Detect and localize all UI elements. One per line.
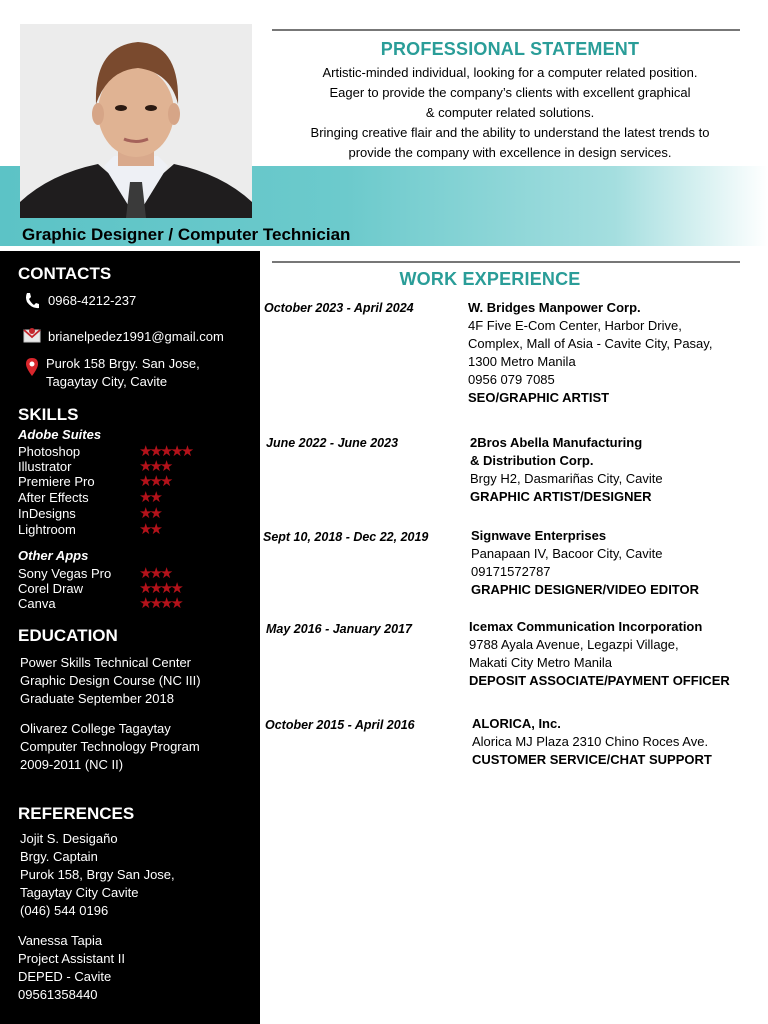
skill-row xyxy=(18,459,248,475)
work-detail: 0956 079 7085 xyxy=(468,372,555,387)
skill-name: Canva xyxy=(18,596,56,611)
work-company: W. Bridges Manpower Corp. xyxy=(468,300,641,315)
skill-row xyxy=(18,474,248,490)
work-detail: Brgy H2, Dasmariñas City, Cavite xyxy=(470,471,663,486)
work-detail: Complex, Mall of Asia - Cavite City, Pasay, xyxy=(468,336,713,351)
skill-name: Sony Vegas Pro xyxy=(18,566,112,581)
reference-line: Tagaytay City Cavite xyxy=(20,885,139,900)
star-rating-icon: ★★★ xyxy=(139,458,171,475)
skill-row xyxy=(18,444,248,460)
education-entry xyxy=(20,720,200,774)
reference-entry xyxy=(20,830,175,920)
education-line: Olivarez College Tagaytay xyxy=(20,721,171,736)
professional-statement xyxy=(272,63,748,163)
star-rating-icon: ★★ xyxy=(139,505,160,522)
contact-phone[interactable]: 0968-4212-237 xyxy=(48,293,137,308)
star-rating-icon: ★★ xyxy=(139,521,160,538)
work-date: October 2015 - April 2016 xyxy=(265,718,415,732)
address-line: Tagaytay City, Cavite xyxy=(46,374,168,389)
phone-icon xyxy=(24,292,40,310)
reference-line: Vanessa Tapia xyxy=(18,933,103,948)
address-line: Purok 158 Brgy. San Jose, xyxy=(46,356,200,371)
statement-line: provide the company with excellence in design services. xyxy=(348,145,672,160)
work-role: SEO/GRAPHIC ARTIST xyxy=(468,390,610,405)
location-pin-icon xyxy=(25,357,39,377)
skill-row xyxy=(18,490,248,506)
contact-email[interactable]: brianelpedez1991@gmail.com xyxy=(48,329,224,344)
skill-name: Photoshop xyxy=(18,444,81,459)
star-rating-icon: ★★★★ xyxy=(139,580,181,597)
reference-line: DEPED - Cavite xyxy=(18,969,112,984)
statement-line: Bringing creative flair and the ability to understand the latest trends to xyxy=(310,125,710,140)
work-detail: 4F Five E-Com Center, Harbor Drive, xyxy=(468,318,682,333)
work-company: Signwave Enterprises xyxy=(471,528,607,543)
skill-name: Lightroom xyxy=(18,522,76,537)
reference-line: Jojit S. Desigaño xyxy=(20,831,118,846)
work-detail: 9788 Ayala Avenue, Legazpi Village, xyxy=(469,637,679,652)
star-rating-icon: ★★ xyxy=(139,489,160,506)
skill-name: After Effects xyxy=(18,490,89,505)
work-entry xyxy=(468,299,712,407)
education-heading: EDUCATION xyxy=(18,626,118,645)
person-portrait-icon xyxy=(20,24,252,218)
star-rating-icon: ★★★ xyxy=(139,565,171,582)
education-line: Graduate September 2018 xyxy=(20,691,174,706)
profile-photo xyxy=(20,24,252,218)
education-entry xyxy=(20,654,201,708)
work-company: Icemax Communication Incorporation xyxy=(469,619,703,634)
skill-group-title: Adobe Suites xyxy=(18,427,102,442)
contacts-heading: CONTACTS xyxy=(18,264,112,283)
statement-line: & computer related solutions. xyxy=(425,105,595,120)
education-line: 2009-2011 (NC II) xyxy=(20,757,124,772)
statement-heading: PROFESSIONAL STATEMENT xyxy=(380,39,640,59)
skill-name: Corel Draw xyxy=(18,581,84,596)
reference-line: Project Assistant II xyxy=(18,951,125,966)
work-company: ALORICA, Inc. xyxy=(472,716,561,731)
education-line: Graphic Design Course (NC III) xyxy=(20,673,201,688)
star-rating-icon: ★★★★★ xyxy=(139,443,192,460)
reference-line: Purok 158, Brgy San Jose, xyxy=(20,867,175,882)
reference-entry xyxy=(18,932,125,1004)
top-divider xyxy=(272,29,740,31)
email-icon xyxy=(23,327,41,343)
work-detail: Alorica MJ Plaza 2310 Chino Roces Ave. xyxy=(472,734,709,749)
contact-address xyxy=(46,355,200,391)
work-company: & Distribution Corp. xyxy=(470,453,594,468)
skill-row xyxy=(18,522,248,538)
work-entry xyxy=(471,527,699,599)
work-date: June 2022 - June 2023 xyxy=(266,436,399,450)
work-role: GRAPHIC DESIGNER/VIDEO EDITOR xyxy=(471,582,700,597)
skill-group-title: Other Apps xyxy=(18,548,89,563)
work-date: May 2016 - January 2017 xyxy=(266,622,412,636)
work-date: Sept 10, 2018 - Dec 22, 2019 xyxy=(263,530,429,544)
work-role: GRAPHIC ARTIST/DESIGNER xyxy=(470,489,652,504)
work-detail: Makati City Metro Manila xyxy=(469,655,613,670)
skill-name: Illustrator xyxy=(18,459,72,474)
star-rating-icon: ★★★★ xyxy=(139,595,181,612)
job-title: Graphic Designer / Computer Technician xyxy=(22,225,351,244)
statement-line: Eager to provide the company’s clients with excellent graphical xyxy=(329,85,691,100)
work-detail: 1300 Metro Manila xyxy=(468,354,576,369)
work-detail: 09171572787 xyxy=(471,564,551,579)
reference-line: (046) 544 0196 xyxy=(20,903,109,918)
reference-line: 09561358440 xyxy=(18,987,98,1002)
skill-row xyxy=(18,506,248,522)
skill-row xyxy=(18,566,248,582)
skills-heading: SKILLS xyxy=(18,405,79,424)
work-role: CUSTOMER SERVICE/CHAT SUPPORT xyxy=(472,752,712,767)
work-company: 2Bros Abella Manufacturing xyxy=(470,435,643,450)
work-entry xyxy=(470,434,663,506)
skill-name: Premiere Pro xyxy=(18,474,95,489)
star-rating-icon: ★★★ xyxy=(139,473,171,490)
work-entry xyxy=(469,618,730,690)
skill-name: InDesigns xyxy=(18,506,76,521)
education-line: Computer Technology Program xyxy=(20,739,200,754)
work-heading: WORK EXPERIENCE xyxy=(399,269,581,289)
reference-line: Brgy. Captain xyxy=(20,849,98,864)
work-detail: Panapaan IV, Bacoor City, Cavite xyxy=(471,546,663,561)
work-date: October 2023 - April 2024 xyxy=(264,301,414,315)
work-divider xyxy=(272,261,740,263)
statement-line: Artistic-minded individual, looking for a computer related position. xyxy=(322,65,698,80)
work-role: DEPOSIT ASSOCIATE/PAYMENT OFFICER xyxy=(469,673,730,688)
work-entry xyxy=(472,715,712,769)
skill-row xyxy=(18,596,248,612)
references-heading: REFERENCES xyxy=(18,804,135,823)
skill-row xyxy=(18,581,248,597)
education-line: Power Skills Technical Center xyxy=(20,655,191,670)
